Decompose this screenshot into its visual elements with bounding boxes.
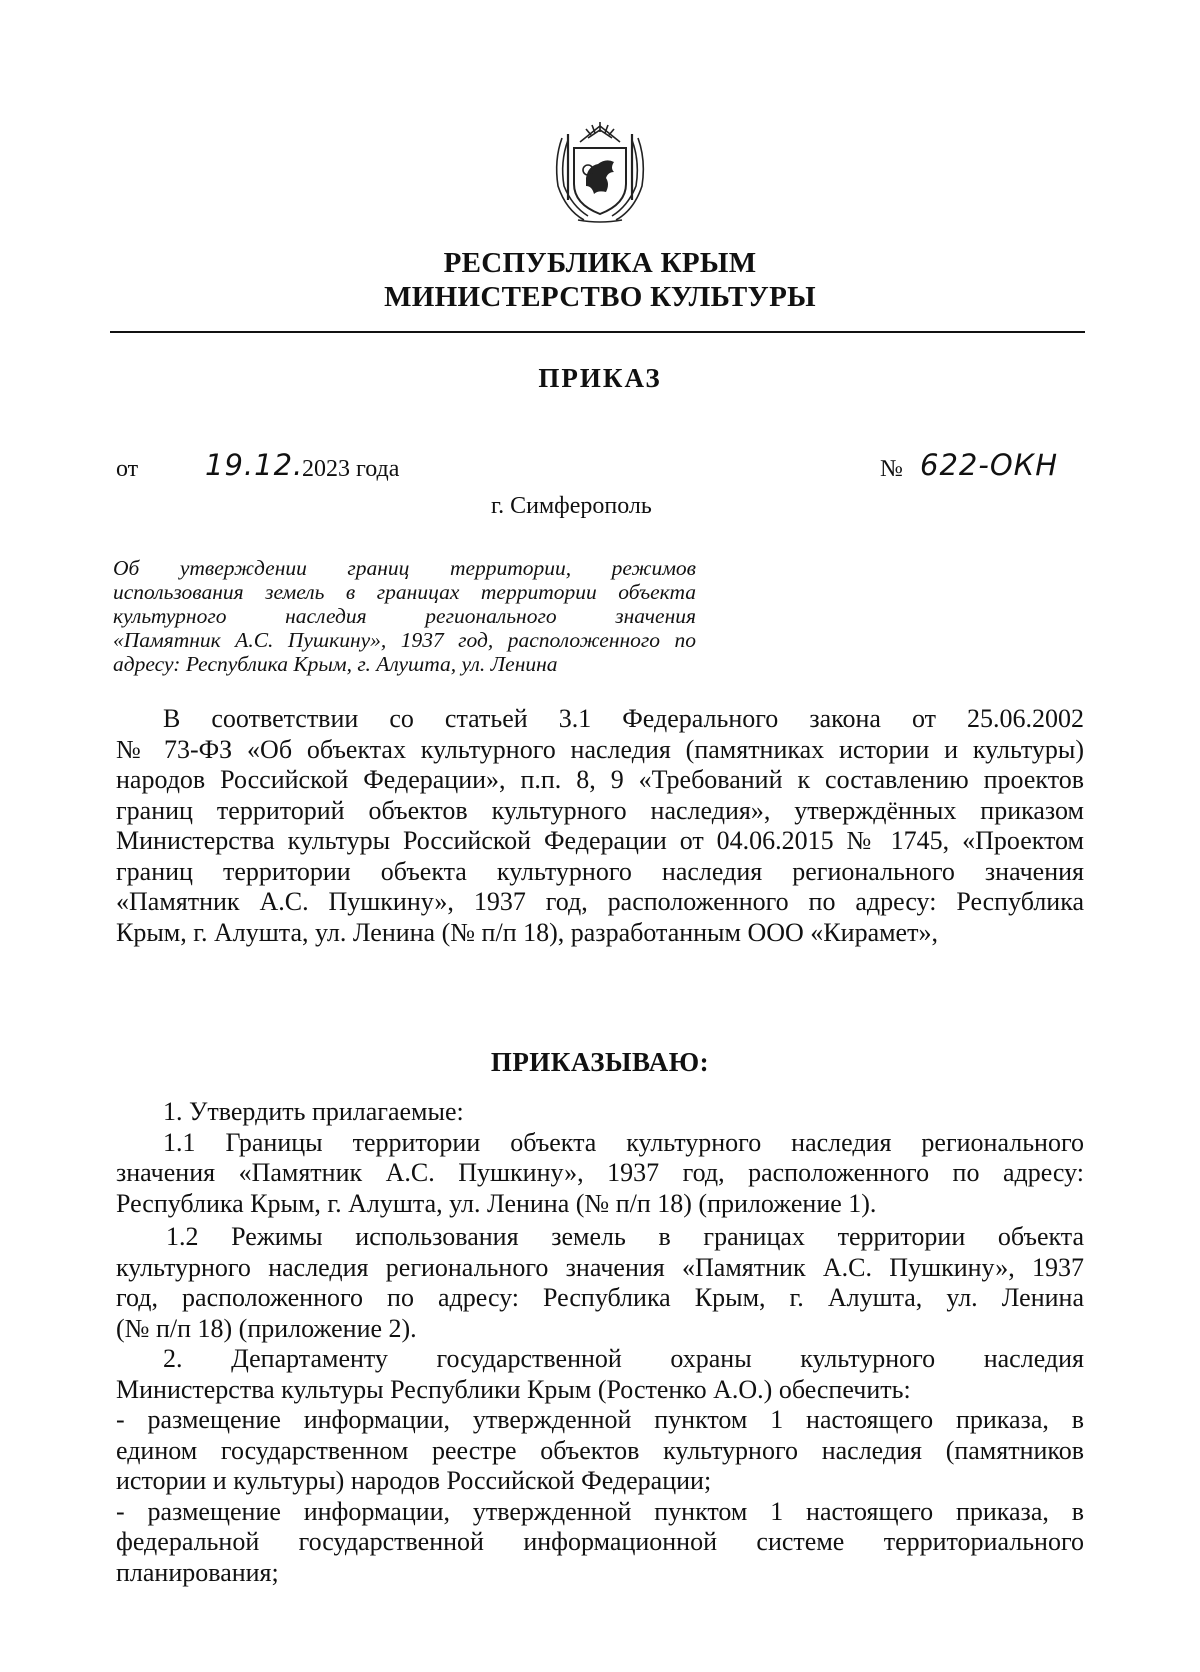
preamble-line: границ территорий объектов культурного наследия», утверждённых приказом (116, 795, 1084, 825)
subject-line: адресу: Республика Крым, г. Алушта, ул. Ленина (113, 652, 558, 676)
preamble-line: «Памятник А.С. Пушкину», 1937 год, расположенного по адресу: Республика (116, 887, 1084, 916)
dash-item-2-line: планирования; (116, 1557, 279, 1587)
item-2-line: 2. Департаменту государственной охраны культурного наследия (163, 1344, 1084, 1373)
document-type: ПРИКАЗ (538, 363, 662, 393)
preamble (116, 704, 1084, 948)
item-1-1-line: 1.1 Границы территории объекта культурного наследия регионального (163, 1127, 1084, 1157)
item-1: 1. Утвердить прилагаемые: (163, 1097, 464, 1126)
preamble-line: народов Российской Федерации», п.п. 8, 9 «Требований к составлению проектов (116, 765, 1084, 794)
ministry-title: МИНИСТЕРСТВО КУЛЬТУРЫ (384, 281, 816, 313)
subject-line: использования земель в границах территории объекта (113, 580, 696, 604)
order-items (116, 1097, 1084, 1588)
item-2-line: Министерства культуры Республики Крым (Ростенко А.О.) обеспечить: (116, 1374, 911, 1404)
header-divider (110, 331, 1085, 333)
item-1-1-line: Республика Крым, г. Алушта, ул. Ленина (№ п/п 18) (приложение 1). (116, 1188, 877, 1218)
date-year: 2023 года (302, 456, 400, 482)
number-label: № (880, 456, 903, 482)
dash-item-2-line: - размещение информации, утвержденной пунктом 1 настоящего приказа, в (116, 1496, 1084, 1526)
subject-line: «Памятник А.С. Пушкину», 1937 год, расположенного по (113, 628, 696, 652)
preamble-line: Министерства культуры Российской Федерации от 04.06.2015 № 1745, «Проектом (116, 826, 1084, 855)
preamble-line: границ территории объекта культурного наследия регионального значения (116, 856, 1084, 886)
handwritten-number: 622-ОКН (920, 448, 1059, 482)
dash-item-2-line: федеральной государственной информационной системе территориального (116, 1527, 1084, 1556)
dash-item-1-line: едином государственном реестре объектов культурного наследия (памятников (116, 1435, 1084, 1465)
item-1-2-line: год, расположенного по адресу: Республика Крым, г. Алушта, ул. Ленина (116, 1283, 1084, 1312)
date-prefix: от (116, 456, 139, 482)
item-1-2-line: 1.2 Режимы использования земель в границах территории объекта (166, 1222, 1084, 1251)
dash-item-1-line: - размещение информации, утвержденной пунктом 1 настоящего приказа, в (116, 1405, 1084, 1434)
dash-item-1-line: истории и культуры) народов Российской Федерации; (116, 1466, 712, 1495)
subject-line: Об утверждении границ территории, режимов (113, 556, 696, 580)
preamble-line: Крым, г. Алушта, ул. Ленина (№ п/п 18), разработанным ООО «Кирамет», (116, 917, 938, 947)
subject-line: культурного наследия регионального значения (113, 604, 696, 628)
crimea-coat-of-arms-icon (548, 120, 652, 226)
city: г. Симферополь (491, 493, 652, 519)
republic-title: РЕСПУБЛИКА КРЫМ (443, 247, 757, 279)
order-heading: ПРИКАЗЫВАЮ: (490, 1047, 710, 1077)
item-1-2-line: культурного наследия регионального значения «Памятник А.С. Пушкину», 1937 (116, 1252, 1084, 1282)
handwritten-date: 19.12. (205, 448, 304, 482)
subject-block (113, 556, 696, 676)
item-1-1-line: значения «Памятник А.С. Пушкину», 1937 год, расположенного по адресу: (116, 1158, 1084, 1187)
preamble-line: В соответствии со статьей 3.1 Федерального закона от 25.06.2002 (163, 704, 1084, 733)
item-1-2-line: (№ п/п 18) (приложение 2). (116, 1313, 417, 1343)
preamble-line: № 73-ФЗ «Об объектах культурного наследия (памятниках истории и культуры) (116, 734, 1084, 764)
